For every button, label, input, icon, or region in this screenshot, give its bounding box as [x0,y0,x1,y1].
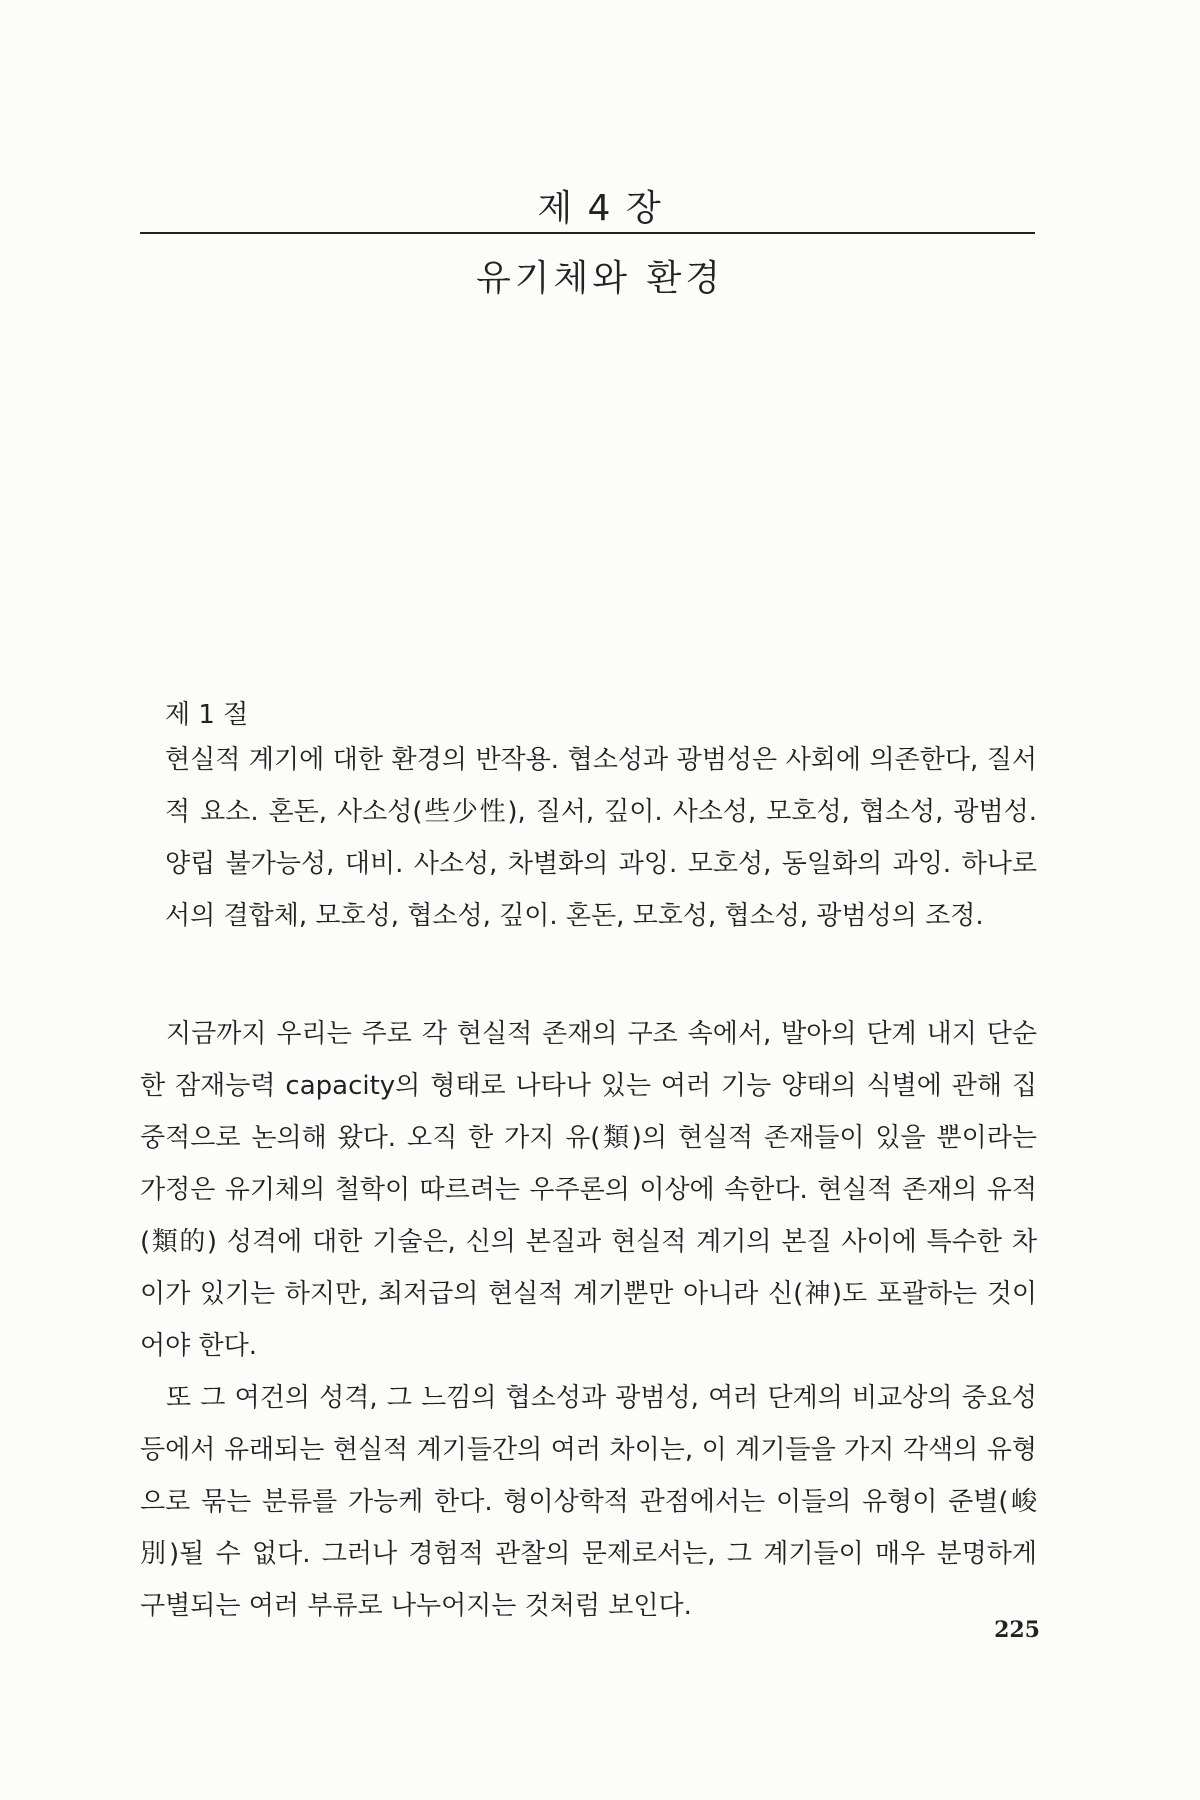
section-heading: 제 1 절 [165,700,249,730]
body-paragraph: 지금까지 우리는 주로 각 현실적 존재의 구조 속에서, 발아의 단계 내지 단순한 잠재능력 capacity의 형태로 나타나 있는 여러 기능 양태의 식별에 관해 집중적으로 논의해 왔다. 오직 한 가지 유(類)의 현실적 존재들이 있을 뿐이라는 가정은 유기체의 철학이 따르려는 우주론의 이상에 속한다. 현실적 존재의 유적(類的) 성격에 대한 기술은, 신의 본질과 현실적 계기의 본질 사이에 특수한 차이가 있기는 하지만, 최저급의 현실적 계기뿐만 아니라 신(神)도 포괄하는 것이어야 한다. [140,1019,1038,1361]
body-paragraph: 또 그 여건의 성격, 그 느낌의 협소성과 광범성, 여러 단계의 비교상의 중요성 등에서 유래되는 현실적 계기들간의 여러 차이는, 이 계기들을 가지 각색의 유형으로 묶는 분류를 가능케 한다. 형이상학적 관점에서는 이들의 유형이 준별(峻別)될 수 없다. 그러나 경험적 관찰의 문제로서는, 그 계기들이 매우 분명하게 구별되는 여러 부류로 나누어지는 것처럼 보인다. [140,1383,1037,1621]
chapter-divider [140,232,1035,234]
page-number: 225 [994,1617,1040,1643]
body-text [140,1008,1037,1632]
section-summary: 현실적 계기에 대한 환경의 반작용. 협소성과 광범성은 사회에 의존한다, 질서적 요소. 혼돈, 사소성(些少性), 질서, 깊이. 사소성, 모호성, 협소성, 광범성. 양립 불가능성, 대비. 사소성, 차별화의 과잉. 모호성, 동일화의 과잉. 하나로서의 결합체, 모호성, 협소성, 깊이. 혼돈, 모호성, 협소성, 광범성의 조정. [165,745,1037,931]
chapter-number: 제 4 장 [537,188,663,229]
chapter-title: 유기체와 환경 [475,258,725,299]
